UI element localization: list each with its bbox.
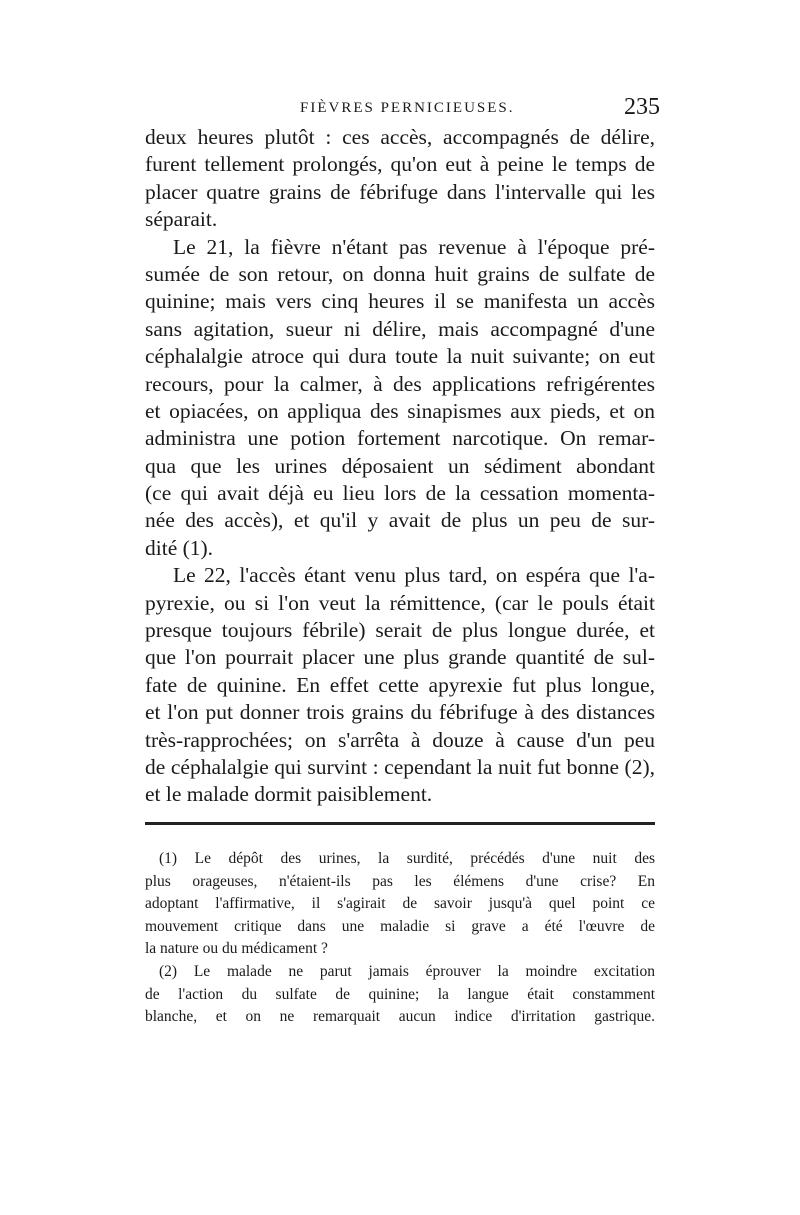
text-line: très-rapprochées; on s'arrêta à douze à cause d'un peu xyxy=(145,727,655,752)
footnote-line: (1) Le dépôt des urines, la surdité, précédés d'une nuit des xyxy=(159,850,655,867)
text-line: pyrexie, ou si l'on veut la rémittence, (car le pouls était xyxy=(145,590,655,615)
text-line: (ce qui avait déjà eu lieu lors de la cessation momenta- xyxy=(145,481,655,506)
text-line: céphalalgie atroce qui dura toute la nuit suivante; on eut xyxy=(145,344,655,369)
footnote-line: blanche, et on ne remarquait aucun indice d'irritation gastrique. xyxy=(145,1008,655,1026)
text-line: deux heures plutôt : ces accès, accompagnés de délire, xyxy=(145,125,655,149)
text-line: sumée de son retour, on donna huit grains de sulfate de xyxy=(145,261,655,286)
footnote-line: plus orageuses, n'étaient-ils pas les élémens d'une crise? En xyxy=(145,872,655,890)
text-line: et l'on put donner trois grains du fébrifuge à des distances xyxy=(145,700,655,725)
footnote-separator xyxy=(145,822,655,825)
text-line: de céphalalgie qui survint : cependant la nuit fut bonne (2), xyxy=(145,754,655,779)
main-text xyxy=(145,124,655,809)
footnote-line: de l'action du sulfate de quinine; la langue était constamment xyxy=(145,985,655,1003)
footnotes xyxy=(145,848,655,1029)
running-head xyxy=(140,96,660,126)
text-line: qua que les urines déposaient un sédiment abondant xyxy=(145,453,655,478)
text-line: dité (1). xyxy=(145,535,214,560)
text-line: recours, pour la calmer, à des applications refrigérentes xyxy=(145,371,655,396)
footnote-line: mouvement critique dans une maladie si grave a été l'œuvre de xyxy=(145,917,655,935)
text-line: Le 21, la fièvre n'étant pas revenue à l'époque pré- xyxy=(173,234,655,259)
text-line: fate de quinine. En effet cette apyrexie fut plus longue, xyxy=(145,672,655,697)
text-line: séparait. xyxy=(145,207,218,232)
text-line: née des accès), et qu'il y avait de plus un peu de sur- xyxy=(145,508,655,533)
text-line: et opiacées, on appliqua des sinapismes aux pieds, et on xyxy=(145,398,655,423)
text-line: presque toujours fébrile) serait de plus longue durée, et xyxy=(145,618,655,643)
text-line: que l'on pourrait placer une plus grande quantité de sul- xyxy=(145,645,655,670)
text-line: quinine; mais vers cinq heures il se manifesta un accès xyxy=(145,289,655,314)
text-line: Le 22, l'accès étant venu plus tard, on espéra que l'a- xyxy=(173,563,655,588)
running-title: FIÈVRES PERNICIEUSES. xyxy=(300,100,515,116)
text-line: sans agitation, sueur ni délire, mais accompagné d'une xyxy=(145,316,655,341)
text-line: placer quatre grains de fébrifuge dans l'intervalle qui les xyxy=(145,179,655,204)
page-number: 235 xyxy=(624,94,660,120)
footnote-line: (2) Le malade ne parut jamais éprouver la moindre excitation xyxy=(159,962,655,980)
text-line: administra une potion fortement narcotique. On remar- xyxy=(145,426,655,451)
text-line: et le malade dormit paisiblement. xyxy=(145,782,433,807)
footnote-line: la nature ou du médicament ? xyxy=(145,940,328,958)
text-line: furent tellement prolongés, qu'on eut à peine le temps de xyxy=(145,152,655,177)
footnote-line: adoptant l'affirmative, il s'agirait de savoir jusqu'à quel point ce xyxy=(145,895,655,913)
